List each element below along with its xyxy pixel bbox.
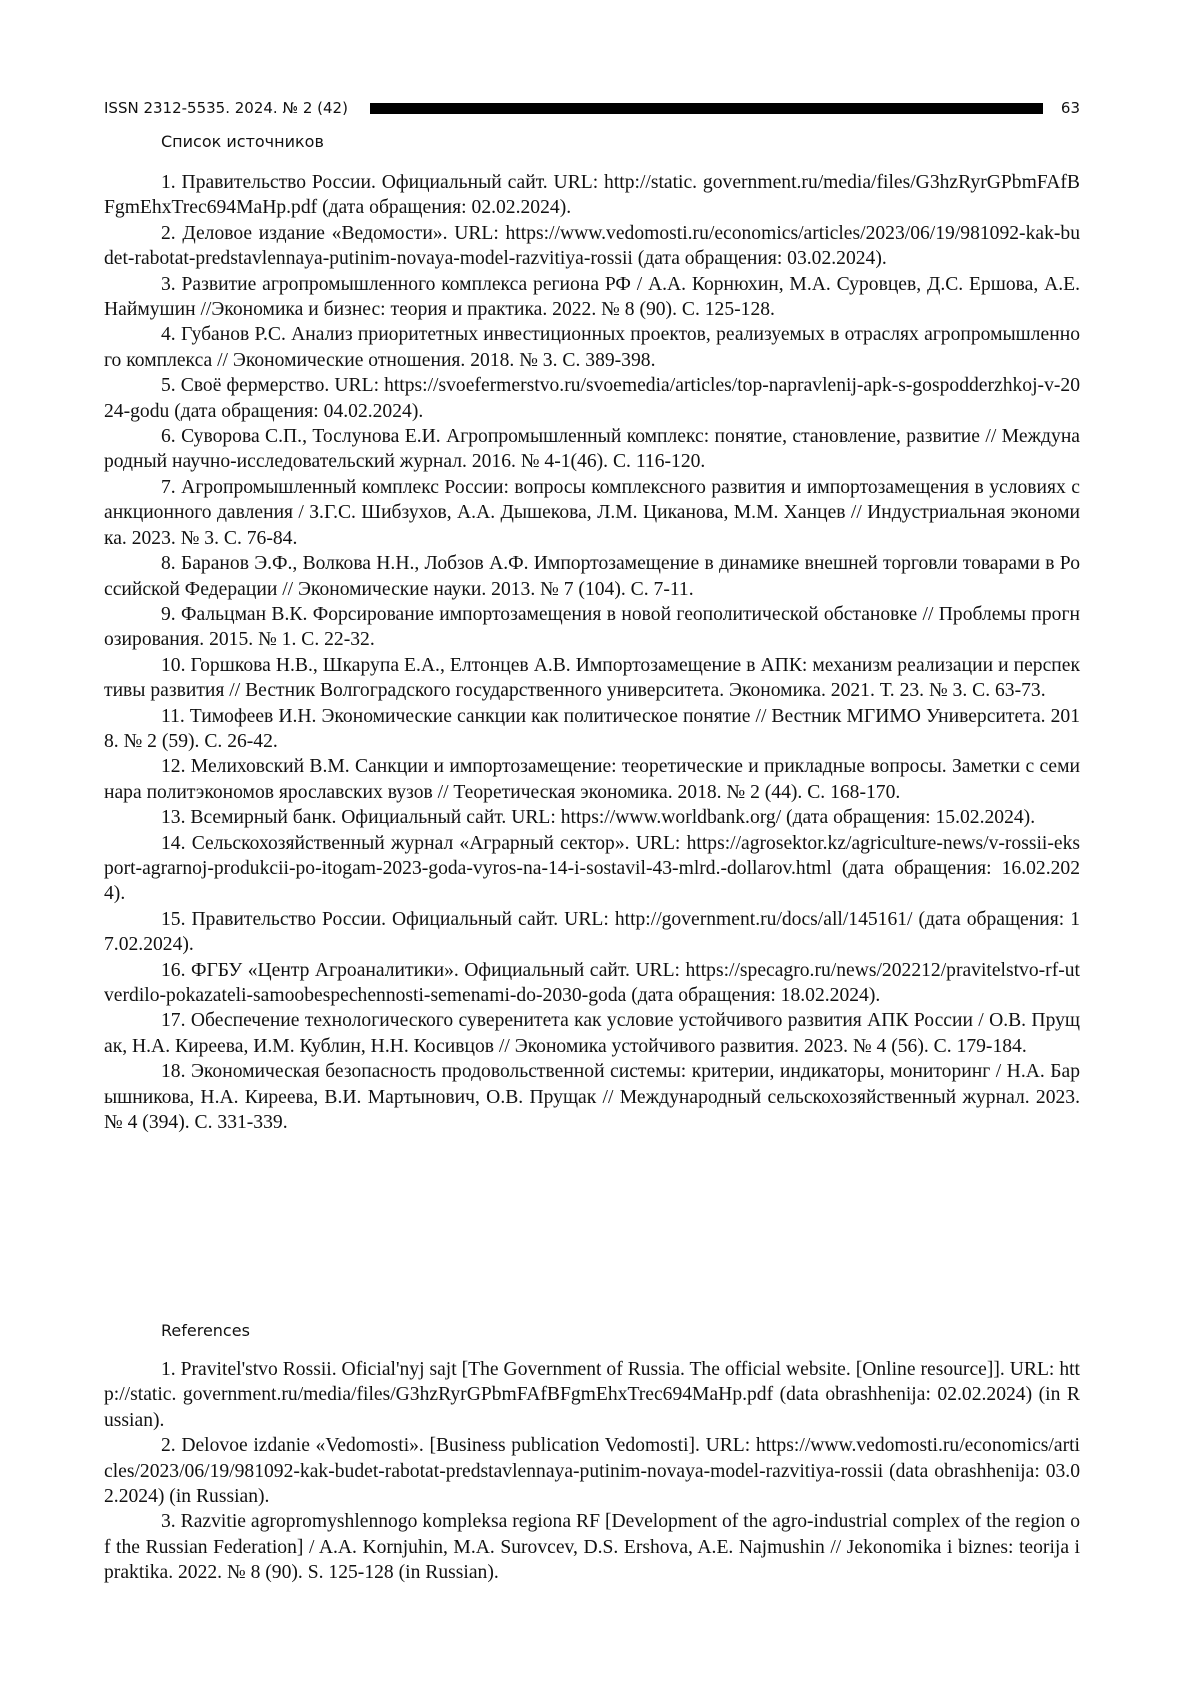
source-entry: 9. Фальцман В.К. Форсирование импортозамещения в новой геополитической обстановке // Проблемы прогнозирования. 2015. № 1. С. 22-32. [104, 603, 1080, 651]
journal-issn: ISSN 2312-5535. 2024. № 2 (42) [104, 99, 348, 117]
source-entry: 3. Развитие агропромышленного комплекса региона РФ / А.А. Корнюхин, М.А. Суровцев, Д.С. Ершова, А.Е. Наймушин //Экономика и бизнес: теория и практика. 2022. № 8 (90). С. 125-128. [104, 273, 1080, 321]
source-entry: 10. Горшкова Н.В., Шкарупа Е.А., Елтонцев А.В. Импортозамещение в АПК: механизм реализации и перспективы развития // Вестник Волгоградского государственного университета. Экономика. 2021. Т. 23. № 3. С. 63-73. [104, 654, 1080, 702]
references-list [104, 1357, 1080, 1586]
source-entry: 18. Экономическая безопасность продовольственной системы: критерии, индикаторы, мониторинг / Н.А. Барышникова, Н.А. Киреева, В.И. Мартынович, О.В. Прущак // Международный сельскохозяйственный журнал. 2023. № 4 (394). С. 331-339. [104, 1061, 1080, 1134]
source-entry: 8. Баранов Э.Ф., Волкова Н.Н., Лобзов А.Ф. Импортозамещение в динамике внешней торговли товарами в Российской Федерации // Экономические науки. 2013. № 7 (104). С. 7-11. [104, 553, 1080, 600]
sources-list [104, 170, 1080, 1135]
header-rule [370, 103, 1043, 114]
references-heading: References [161, 1321, 250, 1340]
source-entry: 6. Суворова С.П., Тослунова Е.И. Агропромышленный комплекс: понятие, становление, развитие // Международный научно-исследовательский журнал. 2016. № 4-1(46). С. 116-120. [104, 426, 1080, 473]
source-entry: 1. Правительство России. Официальный сайт. URL: http://static. government.ru/media/files/G3hzRyrGPbmFAfBFgmEhxTrec694MaHp.pdf (дата обращения: 02.02.2024). [104, 172, 1080, 219]
running-header [104, 94, 1080, 122]
source-entry: 12. Мелиховский В.М. Санкции и импортозамещение: теоретические и прикладные вопросы. Заметки с семинара политэкономов ярославских вузов // Теоретическая экономика. 2018. № 2 (44). С. 168-170. [104, 756, 1080, 803]
reference-entry: 2. Delovoe izdanie «Vedomosti». [Business publication Vedomosti]. URL: https://www.vedomosti.ru/economics/articles/2023/06/19/981092-kak-budet-rabotat-predstavlennaya-putinim-novaya-model-razvitiya-rossii (data obrashhenija: 03.02.2024) (in Russian). [104, 1435, 1080, 1508]
source-entry: 17. Обеспечение технологического суверенитета как условие устойчивого развития АПК России / О.В. Прущак, Н.А. Киреева, И.М. Кублин, Н.Н. Косивцов // Экономика устойчивого развития. 2023. № 4 (56). С. 179-184. [104, 1010, 1080, 1057]
source-entry: 15. Правительство России. Официальный сайт. URL: http://government.ru/docs/all/145161/ (дата обращения: 17.02.2024). [104, 908, 1080, 956]
reference-entry: 3. Razvitie agropromyshlennogo kompleksa regiona RF [Development of the agro-industrial complex of the region of the Russian Federation] / A.A. Kornjuhin, M.A. Surovcev, D.S. Ershova, A.E. Najmushin // Jekonomika i biznes: teorija i praktika. 2022. № 8 (90). S. 125-128 (in Russian). [104, 1511, 1080, 1584]
source-entry: 13. Всемирный банк. Официальный сайт. URL: https://www.worldbank.org/ (дата обращения: 15.02.2024). [161, 807, 1036, 829]
source-entry: 5. Своё фермерство. URL: https://svoefermerstvo.ru/svoemedia/articles/top-napravlenij-apk-s-gospodderzhkoj-v-2024-godu (дата обращения: 04.02.2024). [104, 375, 1080, 422]
source-entry: 16. ФГБУ «Центр Агроаналитики». Официальный сайт. URL: https://specagro.ru/news/202212/pravitelstvo-rf-utverdilo-pokazateli-samoobespechennosti-semenami-do-2030-goda (дата обращения: 18.02.2024). [104, 959, 1080, 1006]
page-number: 63 [1060, 99, 1080, 117]
source-entry: 14. Сельскохозяйственный журнал «Аграрный сектор». URL: https://agrosektor.kz/agriculture-news/v-rossii-eksport-agrarnoj-produkcii-po-itogam-2023-goda-vyros-na-14-i-sostavil-43-mlrd.-dollarov.html (дата обращения: 16.02.2024). [104, 832, 1080, 905]
source-entry: 2. Деловое издание «Ведомости». URL: https://www.vedomosti.ru/economics/articles/2023/06/19/981092-kak-budet-rabotat-predstavlennaya-putinim-novaya-model-razvitiya-rossii (дата обращения: 03.02.2024). [104, 222, 1080, 270]
source-entry: 7. Агропромышленный комплекс России: вопросы комплексного развития и импортозамещения в условиях санкционного давления / З.Г.С. Шибзухов, А.А. Дышекова, Л.М. Циканова, М.М. Ханцев // Индустриальная экономика. 2023. № 3. С. 76-84. [104, 476, 1080, 549]
sources-heading: Список источников [161, 132, 324, 151]
reference-entry: 1. Pravitel'stvo Rossii. Oficial'nyj sajt [The Government of Russia. The official website. [Online resource]]. URL: http://static. government.ru/media/files/G3hzRyrGPbmFAfBFgmEhxTrec694MaHp.pdf (data obrashhenija: 02.02.2024) (in Russian). [104, 1359, 1080, 1431]
source-entry: 4. Губанов Р.С. Анализ приоритетных инвестиционных проектов, реализуемых в отраслях агропромышленного комплекса // Экономические отношения. 2018. № 3. С. 389-398. [104, 324, 1080, 371]
source-entry: 11. Тимофеев И.Н. Экономические санкции как политическое понятие // Вестник МГИМО Университета. 2018. № 2 (59). С. 26-42. [104, 705, 1080, 752]
